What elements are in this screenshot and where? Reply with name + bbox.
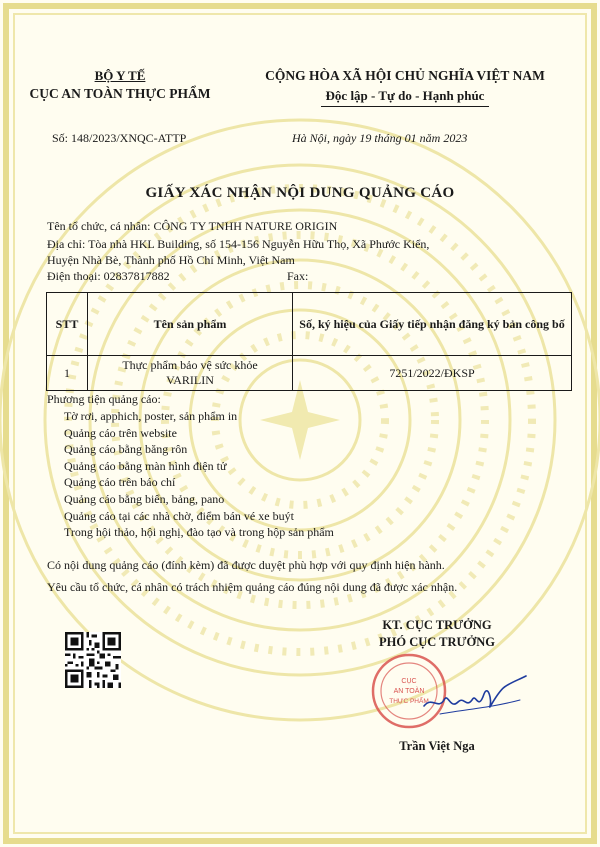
- column-header-registration: Số, ký hiệu của Giấy tiếp nhận đăng ký bản công bố: [293, 293, 572, 356]
- fax-line: Fax:: [287, 269, 309, 283]
- motto-underline: [321, 106, 489, 107]
- seal-text-top: CỤC: [401, 678, 417, 685]
- qr-code[interactable]: [65, 632, 121, 688]
- list-item: Quảng cáo bằng màn hình điện tử: [64, 458, 227, 473]
- advertising-means-title: Phương tiện quảng cáo:: [47, 392, 161, 406]
- seal-text-mid: AN TOÀN: [393, 688, 425, 695]
- signature-title-line-1: KT. CỤC TRƯỞNG: [382, 618, 492, 632]
- organization-line: Tên tổ chức, cá nhân: CÔNG TY TNHH NATURE ORIGIN: [47, 219, 338, 233]
- address-line-2: Huyện Nhà Bè, Thành phố Hồ Chí Minh, Việt Nam: [47, 253, 295, 267]
- advertising-means-list: [64, 408, 334, 541]
- list-item: Quảng cáo bằng biển, bảng, pano: [64, 491, 225, 506]
- row-stt: 1: [47, 356, 88, 391]
- signature-title: [362, 617, 512, 651]
- address-line-1: Địa chỉ: Tòa nhà HKL Building, số 154-156 Nguyễn Hữu Thọ, Xã Phước Kiển,: [47, 237, 430, 251]
- issuing-authority: [20, 68, 220, 102]
- national-header: [228, 68, 582, 107]
- row-product: [88, 356, 293, 391]
- table-row: [47, 356, 572, 391]
- list-item: Quảng cáo trên báo chí: [64, 475, 176, 490]
- phone-line: Điện thoại: 02837817882: [47, 269, 170, 283]
- place-date: Hà Nội, ngày 19 tháng 01 năm 2023: [292, 131, 468, 145]
- list-item: Quảng cáo tại các nhà chờ, điểm bán vé xe buýt: [64, 508, 294, 523]
- signature-title-line-2: PHÓ CỤC TRƯỞNG: [379, 635, 495, 649]
- column-header-product: Tên sản phẩm: [88, 293, 293, 356]
- handwritten-signature: [420, 670, 530, 720]
- product-table: [46, 292, 572, 391]
- approval-note: Có nội dung quảng cáo (đính kèm) đã được duyệt phù hợp với quy định hiện hành.: [47, 558, 445, 572]
- table-header-row: [47, 293, 572, 356]
- list-item: Trong hội thảo, hội nghị, đào tạo và trong hộp sản phẩm: [64, 525, 334, 540]
- product-name: VARILIN: [166, 373, 214, 387]
- national-motto: Độc lập - Tự do - Hạnh phúc: [325, 88, 485, 103]
- signer-name: Trần Việt Nga: [399, 739, 475, 753]
- ministry-name: BỘ Y TẾ: [94, 68, 146, 83]
- list-item: Quảng cáo bằng băng rôn: [64, 442, 188, 457]
- column-header-stt: STT: [47, 293, 88, 356]
- department-name: CỤC AN TOÀN THỰC PHẨM: [29, 86, 211, 101]
- seal-text-bottom: THỰC PHẨM: [389, 698, 429, 705]
- document-title: GIẤY XÁC NHẬN NỘI DUNG QUẢNG CÁO: [145, 185, 455, 201]
- row-registration-number: 7251/2022/ĐKSP: [293, 356, 572, 391]
- requirement-note: Yêu cầu tổ chức, cá nhân có trách nhiệm quảng cáo đúng nội dung đã được xác nhận.: [47, 580, 458, 594]
- republic-name: CỘNG HÒA XÃ HỘI CHỦ NGHĨA VIỆT NAM: [265, 68, 545, 83]
- reference-number: Số: 148/2023/XNQC-ATTP: [52, 131, 187, 145]
- product-type: Thực phẩm bảo vệ sức khỏe: [122, 358, 258, 372]
- list-item: Quảng cáo trên website: [64, 425, 177, 440]
- list-item: Tờ rơi, apphich, poster, sản phẩm in: [64, 409, 238, 423]
